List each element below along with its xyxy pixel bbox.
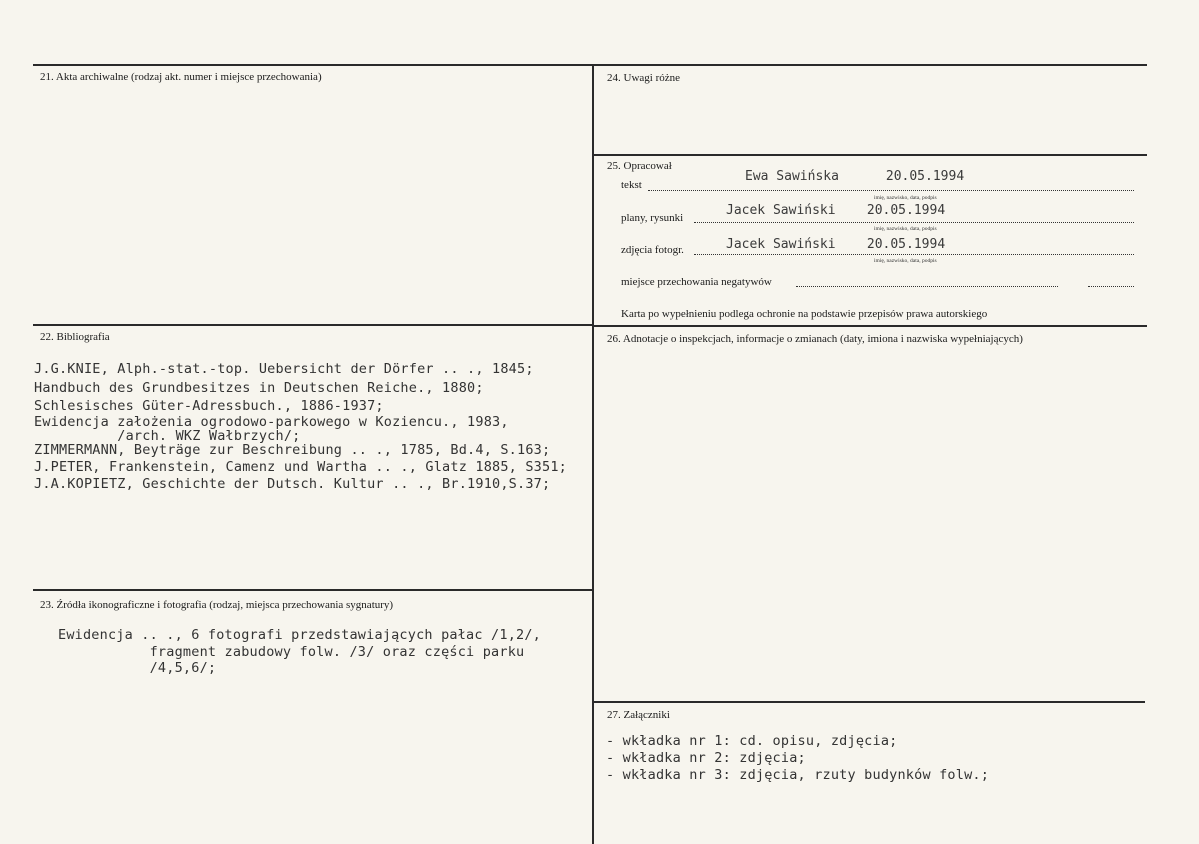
section-21-label: 21. Akta archiwalne (rodzaj akt. numer i miejsce przechowania) — [40, 71, 322, 83]
section-23-label: 23. Źródła ikonograficzne i fotografia (rodzaj, miejsca przechowania sygnatury) — [40, 599, 394, 611]
photos-author-caption: imię, nazwisko, data, podpis — [874, 258, 937, 264]
photos-author-dotline — [694, 254, 1134, 255]
right-divider-24-25 — [593, 154, 1147, 156]
text-author-label: tekst — [621, 179, 642, 191]
bibliography-line: J.PETER, Frankenstein, Camenz und Wartha .. ., Glatz 1885, S351; — [34, 459, 567, 475]
text-author-caption: imię, nazwisko, data, podpis — [874, 195, 937, 201]
text-author-value: Ewa Sawińska 20.05.1994 — [745, 169, 965, 184]
negatives-location-dotline — [796, 286, 1058, 287]
center-divider — [592, 64, 594, 844]
bibliography-line: Schlesisches Güter-Adressbuch., 1886-1937; — [34, 398, 384, 414]
iconography-line: Ewidencja .. ., 6 fotografi przedstawiających pałac /1,2/, — [58, 627, 542, 643]
top-border — [33, 64, 1147, 66]
bibliography-line: ZIMMERMANN, Beyträge zur Beschreibung .. ., 1785, Bd.4, S.163; — [34, 442, 551, 458]
photos-author-label: zdjęcia fotogr. — [621, 244, 684, 256]
drawings-author-dotline — [694, 222, 1134, 223]
negatives-location-dotline-2 — [1088, 286, 1134, 287]
section-26-label: 26. Adnotacje o inspekcjach, informacje o zmianach (daty, imiona i nazwiska wypełniających) — [607, 333, 1023, 345]
attachment-line: - wkładka nr 3: zdjęcia, rzuty budynków folw.; — [606, 767, 990, 783]
attachment-line: - wkładka nr 1: cd. opisu, zdjęcia; — [606, 733, 898, 749]
section-25-label: 25. Opracował — [607, 160, 672, 172]
drawings-author-caption: imię, nazwisko, data, podpis — [874, 226, 937, 232]
bibliography-line: J.A.KOPIETZ, Geschichte der Dutsch. Kultur .. ., Br.1910,S.37; — [34, 476, 551, 492]
section-24-label: 24. Uwagi różne — [607, 72, 681, 84]
text-author-dotline — [648, 190, 1134, 191]
copyright-note: Karta po wypełnieniu podlega ochronie na podstawie przepisów prawa autorskiego — [621, 308, 988, 320]
section-27-label: 27. Załączniki — [607, 709, 670, 721]
attachment-line: - wkładka nr 2: zdjęcia; — [606, 750, 806, 766]
drawings-author-value: Jacek Sawiński 20.05.1994 — [726, 203, 946, 218]
bibliography-line: Handbuch des Grundbesitzes in Deutschen Reiche., 1880; — [34, 380, 484, 396]
iconography-line: fragment zabudowy folw. /3/ oraz części parku — [58, 644, 525, 660]
section-22-label: 22. Bibliografia — [40, 331, 110, 343]
left-divider-22-23 — [33, 589, 593, 591]
iconography-line: /4,5,6/; — [58, 660, 217, 676]
drawings-author-label: plany, rysunki — [621, 212, 684, 224]
right-divider-26-27 — [593, 701, 1145, 703]
bibliography-line: /arch. WKZ Wałbrzych/; — [34, 428, 301, 444]
bibliography-line: J.G.KNIE, Alph.-stat.-top. Uebersicht der Dörfer .. ., 1845; — [34, 361, 534, 377]
left-divider-21-22 — [33, 324, 593, 326]
right-divider-25-26 — [593, 325, 1147, 327]
bibliography-line: Ewidencja założenia ogrodowo-parkowego w Koziencu., 1983, — [34, 414, 509, 430]
photos-author-value: Jacek Sawiński 20.05.1994 — [726, 237, 946, 252]
negatives-location-label: miejsce przechowania negatywów — [621, 276, 772, 288]
